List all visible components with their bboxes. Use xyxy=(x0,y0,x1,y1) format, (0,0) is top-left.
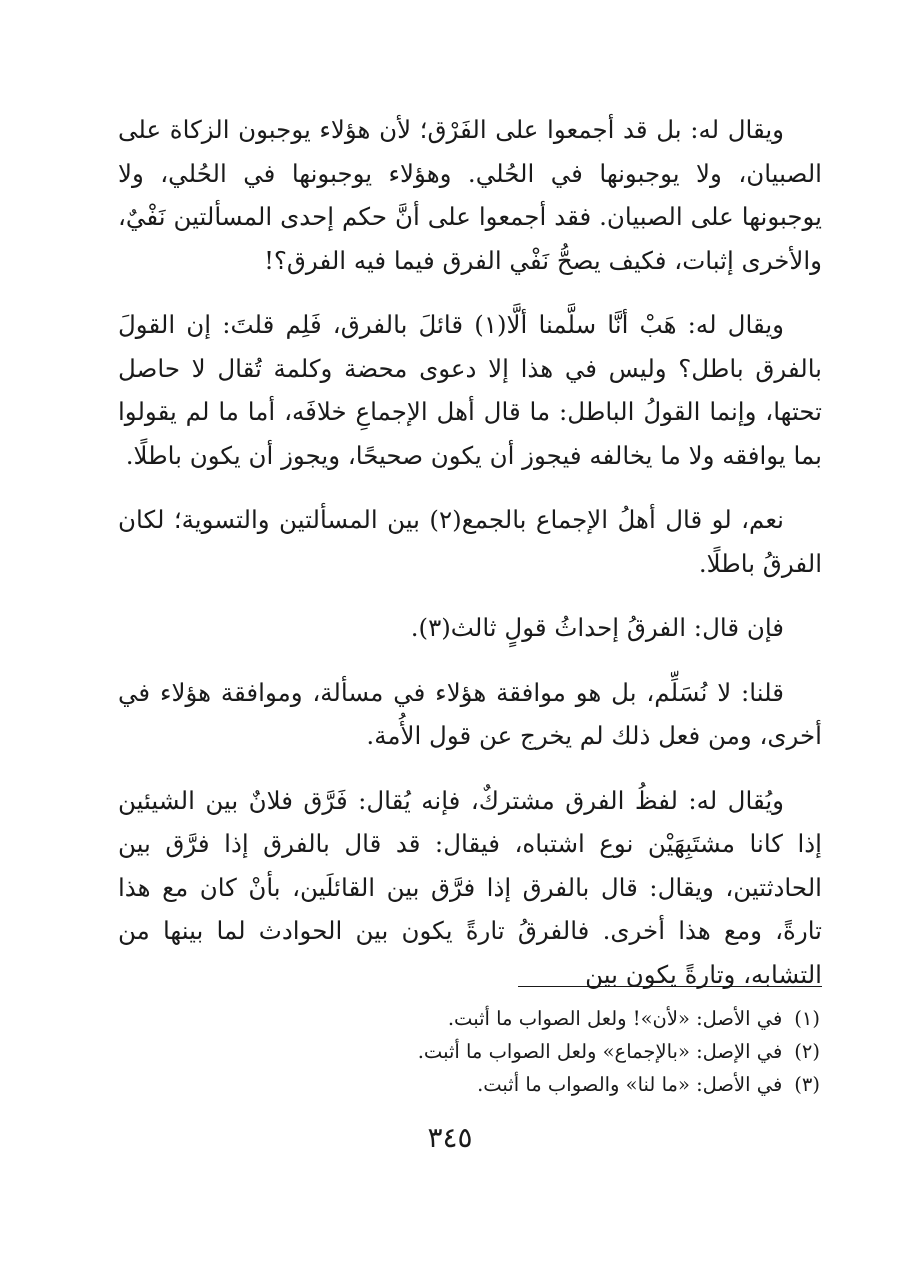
paragraph: قلنا: لا نُسَلِّم، بل هو موافقة هؤلاء في مسألة، وموافقة هؤلاء في أخرى، ومن فعل ذلك لم يخرج عن قول الأُمة. xyxy=(118,677,822,750)
page-number: ٣٤٥ xyxy=(427,1121,473,1154)
paragraph: فإن قال: الفرقُ إحداثُ قولٍ ثالث(٣). xyxy=(410,613,784,642)
footnote-number: (٣) xyxy=(794,1073,820,1096)
footnotes xyxy=(120,1002,820,1101)
footnote-text: في الأصل: «لأن»! ولعل الصواب ما أثبت. xyxy=(447,1007,783,1030)
paragraph: ويُقال له: لفظُ الفرق مشتركٌ، فإنه يُقال: فَرَّق فلانٌ بين الشيئين إذا كانا مشتَبِهَيْن نوع اشتباه، فيقال: قد قال بالفرق إذا فرَّق بين الحادثتين، ويقال: قال بالفرق إذا فرَّق بين القائلَين، بأنْ كان مع هذا تارةً، ومع هذا أخرى. فالفرقُ تارةً يكون بين الحوادث لما بينها من التشابه، وتارةً يكون بين xyxy=(118,785,822,989)
paragraph: ويقال له: هَبْ أنَّا سلَّمنا ألَّا(١) قائلَ بالفرق، فَلِم قلتَ: إن القولَ بالفرق باطل؟ وليس في هذا إلا دعوى محضة وكلمة تُقال لا حاصل تحتها، وإنما القولُ الباطل: ما قال أهل الإجماعِ خلافَه، أما ما لم يقولوا بما يوافقه ولا ما يخالفه فيجوز أن يكون صحيحًا، ويجوز أن يكون باطلًا. xyxy=(118,310,822,470)
main-text xyxy=(118,108,822,1017)
footnote-text: في الإصل: «بالإجماع» ولعل الصواب ما أثبت. xyxy=(417,1040,783,1063)
footnote-text: في الأصل: «ما لنا» والصواب ما أثبت. xyxy=(477,1073,783,1096)
footnote-number: (٢) xyxy=(794,1040,820,1063)
paragraph: نعم، لو قال أهلُ الإجماع بالجمع(٢) بين المسألتين والتسوية؛ لكان الفرقُ باطلًا. xyxy=(118,505,822,578)
footnote-item xyxy=(120,1002,820,1035)
footnote-number: (١) xyxy=(794,1007,820,1030)
footnote-item xyxy=(120,1035,820,1068)
footnote-item xyxy=(120,1068,820,1101)
footnote-divider xyxy=(518,986,822,987)
paragraph: ويقال له: بل قد أجمعوا على الفَرْق؛ لأن هؤلاء يوجبون الزكاة على الصبيان، ولا يوجبونها في الحُلي. وهؤلاء يوجبونها في الحُلي، ولا يوجبونها على الصبيان. فقد أجمعوا على أنَّ حكم إحدى المسألتين نَفْيٌ، والأخرى إثبات، فكيف يصحُّ نَفْي الفرق فيما فيه الفرق؟! xyxy=(118,115,822,275)
